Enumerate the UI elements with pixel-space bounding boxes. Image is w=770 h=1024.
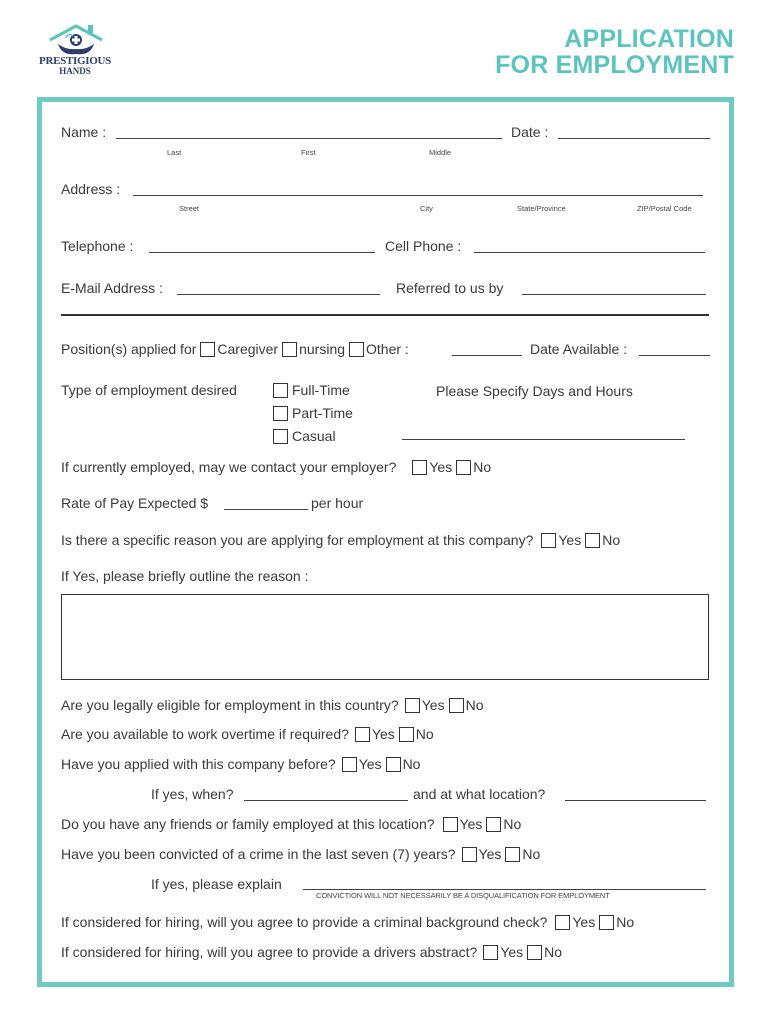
no-label: No (465, 697, 484, 713)
specific-reason-row (61, 532, 620, 548)
cell-phone-label: Cell Phone : (385, 238, 462, 254)
referred-field[interactable] (522, 294, 706, 295)
yes-label: Yes (358, 756, 382, 772)
yes-label: Yes (429, 459, 453, 475)
specific-reason-yes-checkbox[interactable] (541, 533, 556, 548)
friends-family-row (61, 816, 521, 832)
contact-employer-no-checkbox[interactable] (456, 460, 471, 475)
full-time-label: Full-Time (292, 382, 350, 398)
title-line2: FOR EMPLOYMENT (495, 51, 734, 79)
legally-eligible-question: Are you legally eligible for employment in this country? (61, 697, 399, 713)
contact-employer-question: If currently employed, may we contact your employer? (61, 459, 397, 475)
employment-type-label: Type of employment desired (61, 382, 237, 398)
contact-employer-yes-checkbox[interactable] (412, 460, 427, 475)
contact-employer-row (61, 459, 491, 475)
background-check-question: If considered for hiring, will you agree to provide a criminal background check? (61, 914, 548, 930)
logo-text-line1: PRESTIGIOUS (39, 55, 111, 67)
legally-eligible-no-checkbox[interactable] (449, 698, 464, 713)
position-label: Position(s) applied for (61, 341, 197, 357)
name-field[interactable] (116, 138, 502, 139)
applied-before-row (61, 756, 420, 772)
rate-suffix: per hour (311, 495, 364, 511)
conviction-note: CONVICTION WILL NOT NECESSARILY BE A DISQUALIFICATION FOR EMPLOYMENT (316, 891, 610, 900)
legally-eligible-yes-checkbox[interactable] (405, 698, 420, 713)
email-label: E-Mail Address : (61, 280, 163, 296)
no-label: No (503, 816, 522, 832)
overtime-question: Are you available to work overtime if required? (61, 726, 349, 742)
explain-field[interactable] (303, 889, 706, 890)
reason-textarea[interactable] (61, 594, 709, 680)
no-label: No (544, 944, 563, 960)
address-field[interactable] (133, 195, 703, 196)
yes-label: Yes (572, 914, 596, 930)
company-logo (36, 22, 114, 82)
section-divider (61, 314, 709, 316)
specify-days-field[interactable] (402, 439, 685, 440)
yes-label: Yes (371, 726, 395, 742)
yes-label: Yes (421, 697, 445, 713)
nursing-label: nursing (299, 341, 346, 357)
friends-family-question: Do you have any friends or family employed at this location? (61, 816, 435, 832)
drivers-abstract-row (61, 944, 562, 960)
house-hands-logo-icon (36, 22, 114, 58)
location-field[interactable] (565, 800, 706, 801)
date-label: Date : (511, 124, 549, 140)
address-label: Address : (61, 181, 121, 197)
address-sub-street: Street (179, 204, 200, 213)
name-sub-middle: Middle (429, 148, 452, 157)
background-check-no-checkbox[interactable] (599, 915, 614, 930)
friends-family-no-checkbox[interactable] (486, 817, 501, 832)
page-title (495, 26, 734, 78)
convicted-row (61, 846, 540, 862)
other-position-field[interactable] (452, 355, 522, 356)
cell-phone-field[interactable] (474, 252, 705, 253)
rate-field[interactable] (224, 509, 308, 510)
specific-reason-question: Is there a specific reason you are applying for employment at this company? (61, 532, 534, 548)
specify-days-label: Please Specify Days and Hours (436, 383, 633, 399)
no-label: No (402, 756, 421, 772)
when-field[interactable] (244, 800, 408, 801)
yes-label: Yes (500, 944, 524, 960)
part-time-label: Part-Time (292, 405, 353, 421)
casual-label: Casual (292, 428, 336, 444)
drivers-abstract-yes-checkbox[interactable] (483, 945, 498, 960)
no-label: No (522, 846, 541, 862)
yes-label: Yes (478, 846, 502, 862)
nursing-checkbox[interactable] (282, 342, 297, 357)
legally-eligible-row (61, 697, 483, 713)
background-check-yes-checkbox[interactable] (555, 915, 570, 930)
other-checkbox[interactable] (349, 342, 364, 357)
overtime-yes-checkbox[interactable] (355, 727, 370, 742)
date-available-label: Date Available : (530, 341, 628, 357)
no-label: No (602, 532, 621, 548)
overtime-no-checkbox[interactable] (399, 727, 414, 742)
no-label: No (616, 914, 635, 930)
yes-label: Yes (558, 532, 582, 548)
applied-before-yes-checkbox[interactable] (342, 757, 357, 772)
telephone-label: Telephone : (61, 238, 134, 254)
other-label: Other : (366, 341, 409, 357)
date-available-field[interactable] (639, 355, 710, 356)
drivers-abstract-question: If considered for hiring, will you agree to provide a drivers abstract? (61, 944, 478, 960)
address-sub-zip: ZIP/Postal Code (637, 204, 692, 213)
referred-label: Referred to us by (396, 280, 504, 296)
name-label: Name : (61, 124, 107, 140)
title-line1: APPLICATION (564, 25, 734, 53)
applied-before-question: Have you applied with this company before? (61, 756, 336, 772)
what-location-label: and at what location? (413, 786, 546, 802)
convicted-yes-checkbox[interactable] (462, 847, 477, 862)
rate-label: Rate of Pay Expected $ (61, 495, 209, 511)
part-time-checkbox[interactable] (273, 406, 288, 421)
logo-text-line2: HANDS (59, 66, 91, 76)
background-check-row (61, 914, 634, 930)
date-field[interactable] (558, 138, 710, 139)
friends-family-yes-checkbox[interactable] (443, 817, 458, 832)
no-label: No (415, 726, 434, 742)
caregiver-checkbox[interactable] (200, 342, 215, 357)
casual-checkbox[interactable] (273, 429, 288, 444)
name-sub-last: Last (167, 148, 182, 157)
reason-outline-label: If Yes, please briefly outline the reason : (61, 568, 309, 584)
name-sub-first: First (301, 148, 316, 157)
yes-label: Yes (459, 816, 483, 832)
address-sub-city: City (420, 204, 433, 213)
overtime-row (61, 726, 434, 742)
specific-reason-no-checkbox[interactable] (585, 533, 600, 548)
address-sub-state: State/Province (517, 204, 566, 213)
convicted-no-checkbox[interactable] (505, 847, 520, 862)
applied-before-no-checkbox[interactable] (386, 757, 401, 772)
drivers-abstract-no-checkbox[interactable] (527, 945, 542, 960)
no-label: No (473, 459, 492, 475)
telephone-field[interactable] (149, 252, 375, 253)
position-row (61, 341, 409, 357)
if-yes-when-label: If yes, when? (151, 786, 234, 802)
email-field[interactable] (177, 294, 380, 295)
caregiver-label: Caregiver (217, 341, 279, 357)
if-yes-explain-label: If yes, please explain (151, 876, 282, 892)
convicted-question: Have you been convicted of a crime in the last seven (7) years? (61, 846, 456, 862)
full-time-checkbox[interactable] (273, 383, 288, 398)
